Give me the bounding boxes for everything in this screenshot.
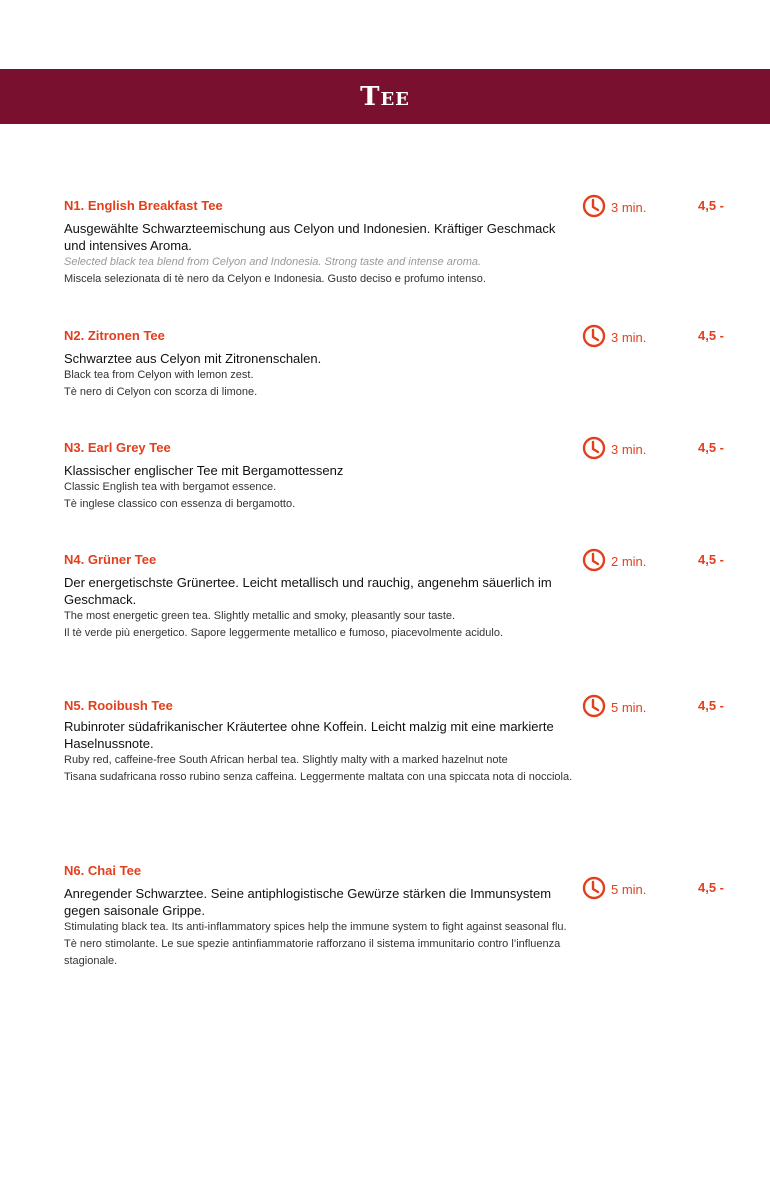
item-price: 4,5 - bbox=[698, 552, 725, 567]
item-price: 4,5 - bbox=[698, 198, 725, 213]
item-description-it: Tè nero stimolante. Le sue spezie antinfiammatorie rafforzano il sistema immunitario contro l’influenza stagionale. bbox=[64, 938, 561, 967]
clock-icon bbox=[582, 324, 611, 351]
brew-time bbox=[582, 548, 646, 575]
item-price: 4,5 - bbox=[698, 328, 725, 343]
header-banner bbox=[0, 69, 770, 124]
clock-icon bbox=[582, 194, 611, 221]
item-description-en: Black tea from Celyon with lemon zest. bbox=[64, 369, 254, 381]
item-description-it: Tisana sudafricana rosso rubino senza caffeina. Leggermente maltata con una spiccata nota di nocciola. bbox=[64, 771, 573, 783]
brew-time bbox=[582, 194, 646, 221]
brew-time bbox=[582, 436, 646, 463]
item-name: N5. Rooibush Tee bbox=[64, 698, 173, 713]
item-description-it: Tè nero di Celyon con scorza di limone. bbox=[64, 386, 258, 398]
item-description-de: Anregender Schwarztee. Seine antiphlogistische Gewürze stärken die Immunsystem gegen saisonale Grippe. bbox=[64, 886, 552, 918]
item-description-de: Klassischer englischer Tee mit Bergamottessenz bbox=[64, 463, 344, 478]
item-price: 4,5 - bbox=[698, 440, 725, 455]
brew-time bbox=[582, 876, 646, 903]
item-name: N6. Chai Tee bbox=[64, 863, 142, 878]
brew-time bbox=[582, 694, 646, 721]
item-description-en: Classic English tea with bergamot essence. bbox=[64, 481, 277, 493]
item-description-de: Schwarztee aus Celyon mit Zitronenschalen. bbox=[64, 351, 322, 366]
brew-time-label: 3 min. bbox=[611, 200, 647, 215]
item-name: N4. Grüner Tee bbox=[64, 552, 157, 567]
item-price: 4,5 - bbox=[698, 880, 725, 895]
clock-icon bbox=[582, 436, 611, 463]
item-price: 4,5 - bbox=[698, 698, 725, 713]
item-description-en: Stimulating black tea. Its anti-inflammatory spices help the immune system to fight against seasonal flu. bbox=[64, 921, 567, 933]
brew-time-label: 3 min. bbox=[611, 330, 647, 345]
item-description-en: The most energetic green tea. Slightly metallic and smoky, pleasantly sour taste. bbox=[64, 610, 456, 622]
clock-icon bbox=[582, 548, 611, 575]
item-name: N1. English Breakfast Tee bbox=[64, 198, 223, 213]
clock-icon bbox=[582, 876, 611, 903]
item-name: N2. Zitronen Tee bbox=[64, 328, 165, 343]
brew-time-label: 2 min. bbox=[611, 554, 647, 569]
brew-time-label: 3 min. bbox=[611, 442, 647, 457]
item-description-it: Il tè verde più energetico. Sapore leggermente metallico e fumoso, piacevolmente acidulo. bbox=[64, 627, 504, 639]
page-title: Tee bbox=[360, 81, 410, 112]
brew-time-label: 5 min. bbox=[611, 882, 647, 897]
item-name: N3. Earl Grey Tee bbox=[64, 440, 171, 455]
item-description-de: Ausgewählte Schwarzteemischung aus Celyon und Indonesien. Kräftiger Geschmack und intensives Aroma. bbox=[64, 221, 556, 253]
item-description-it: Miscela selezionata di tè nero da Celyon e Indonesia. Gusto deciso e profumo intenso. bbox=[64, 273, 486, 285]
item-description-de: Der energetischste Grünertee. Leicht metallisch und rauchig, angenehm säuerlich im Geschmack. bbox=[64, 575, 552, 607]
item-description-de: Rubinroter südafrikanischer Kräutertee ohne Koffein. Leicht malzig mit eine markierte Haselnussnote. bbox=[64, 719, 554, 751]
brew-time-label: 5 min. bbox=[611, 700, 647, 715]
item-description-en: Ruby red, caffeine-free South African herbal tea. Slightly malty with a marked hazelnut note bbox=[64, 754, 508, 766]
item-description-en: Selected black tea blend from Celyon and Indonesia. Strong taste and intense aroma. bbox=[64, 256, 482, 268]
clock-icon bbox=[582, 694, 611, 721]
item-description-it: Tè inglese classico con essenza di bergamotto. bbox=[64, 498, 296, 510]
brew-time bbox=[582, 324, 646, 351]
